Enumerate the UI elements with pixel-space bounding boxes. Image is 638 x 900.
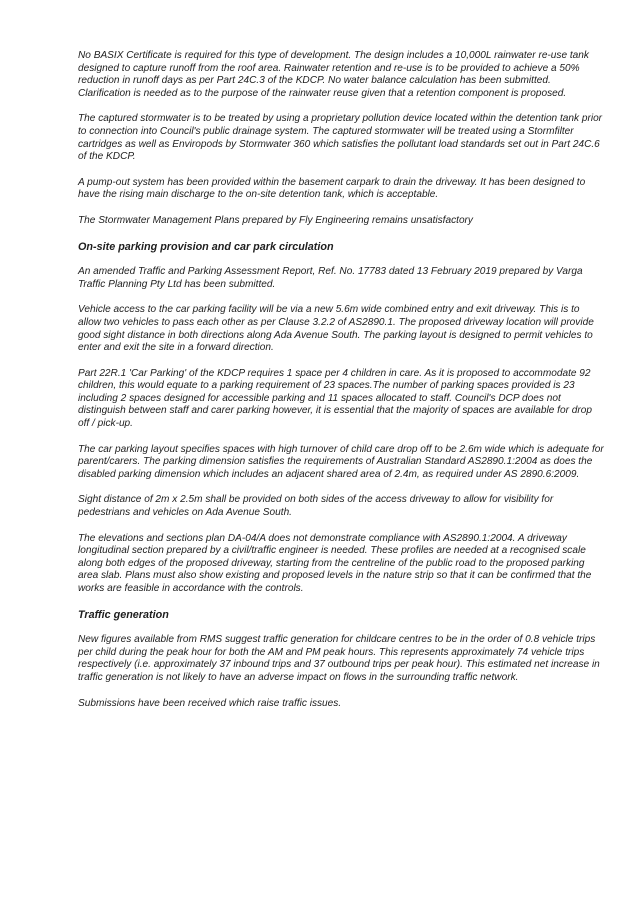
paragraph-stormwater-conclusion: The Stormwater Management Plans prepared by Fly Engineering remains unsatisfactory bbox=[78, 214, 473, 226]
document-page bbox=[78, 50, 604, 723]
paragraph-vehicle-access: Vehicle access to the car parking facility will be via a new 5.6m wide combined entry and exit driveway. This is to allow two vehicles to pass each other as per Clause 3.2.2 of AS2890.1. The proposed driveway location will provide good sight distance in both directions along Ada Avenue South. The parking layout is designed to permit vehicles to enter and exit the site in a forward direction. bbox=[78, 304, 594, 354]
paragraph-pump-out: A pump-out system has been provided within the basement carpark to drain the driveway. It has been designed to have the rising main discharge to the on-site detention tank, which is acceptable. bbox=[78, 176, 586, 201]
paragraph-parking-requirement: Part 22R.1 'Car Parking' of the KDCP requires 1 space per 4 children in care. As it is proposed to accommodate 92 children, this would equate to a parking requirement of 23 spaces.The number of parking spaces provided is 23 including 2 spaces designed for accessible parking and 11 spaces allocated to staff. Council's DCP does not distinguish between staff and carer parking however, it is essential that the majority of spaces are available for drop off / pick-up. bbox=[78, 367, 592, 430]
paragraph-parking-layout: The car parking layout specifies spaces with high turnover of child care drop off to be 2.6m wide which is adequate for parent/carers. The parking dimension satisfies the requirements of Australian Standard AS2890.1:2004 as does the disabled parking dimension which includes an adjacent shared area of 2.4m, as required under AS 2890.6:2009. bbox=[78, 443, 604, 480]
paragraph-elevations: The elevations and sections plan DA-04/A does not demonstrate compliance with AS2890.1:2004. A driveway longitudinal section prepared by a civil/traffic engineer is needed. These profiles are needed at a recognised scale along both edges of the proposed driveway, starting from the centreline of the public road to the proposed parking area slab. Plans must also show existing and proposed levels in the nature strip so that it can be confirmed that the works are feasible in accordance with the controls. bbox=[78, 532, 592, 594]
paragraph-submissions: Submissions have been received which raise traffic issues. bbox=[78, 697, 342, 709]
paragraph-rms-figures: New figures available from RMS suggest traffic generation for childcare centres to be in the order of 0.8 vehicle trips per child during the peak hour for both the AM and PM peak hours. This represents approximately 74 vehicle trips respectively (i.e. approximately 37 inbound trips and 37 outbound trips per peak hour). This estimated net increase in traffic generation is not likely to have an adverse impact on flows in the surrounding traffic network. bbox=[78, 634, 600, 683]
paragraph-traffic-report: An amended Traffic and Parking Assessment Report, Ref. No. 17783 dated 13 February 2019 prepared by Varga Traffic Planning Pty Ltd has been submitted. bbox=[78, 266, 583, 290]
paragraph-stormwater-treatment: The captured stormwater is to be treated by using a proprietary pollution device located within the detention tank prior to connection into Council's public drainage system. The captured stormwater will be treated using a Stormfilter cartridges as well as Enviropods by Stormwater 360 which satisfies the pollutant load standards set out in Part 24C.6 of the KDCP. bbox=[78, 113, 603, 163]
paragraph-basix: No BASIX Certificate is required for this type of development. The design includes a 10,000L rainwater re-use tank designed to capture runoff from the roof area. Rainwater retention and re-use is to be provided to achieve a 50% reduction in runoff days as per Part 24C.3 of the KDCP. No water balance calculation has been submitted. Clarification is needed as to the purpose of the rainwater reuse given that a retention component is proposed. bbox=[78, 50, 589, 99]
heading-traffic-generation: Traffic generation bbox=[78, 608, 169, 621]
paragraph-sight-distance: Sight distance of 2m x 2.5m shall be provided on both sides of the access driveway to allow for visibility for pedestrians and vehicles on Ada Avenue South. bbox=[78, 494, 554, 519]
heading-parking: On-site parking provision and car park circulation bbox=[78, 240, 334, 253]
